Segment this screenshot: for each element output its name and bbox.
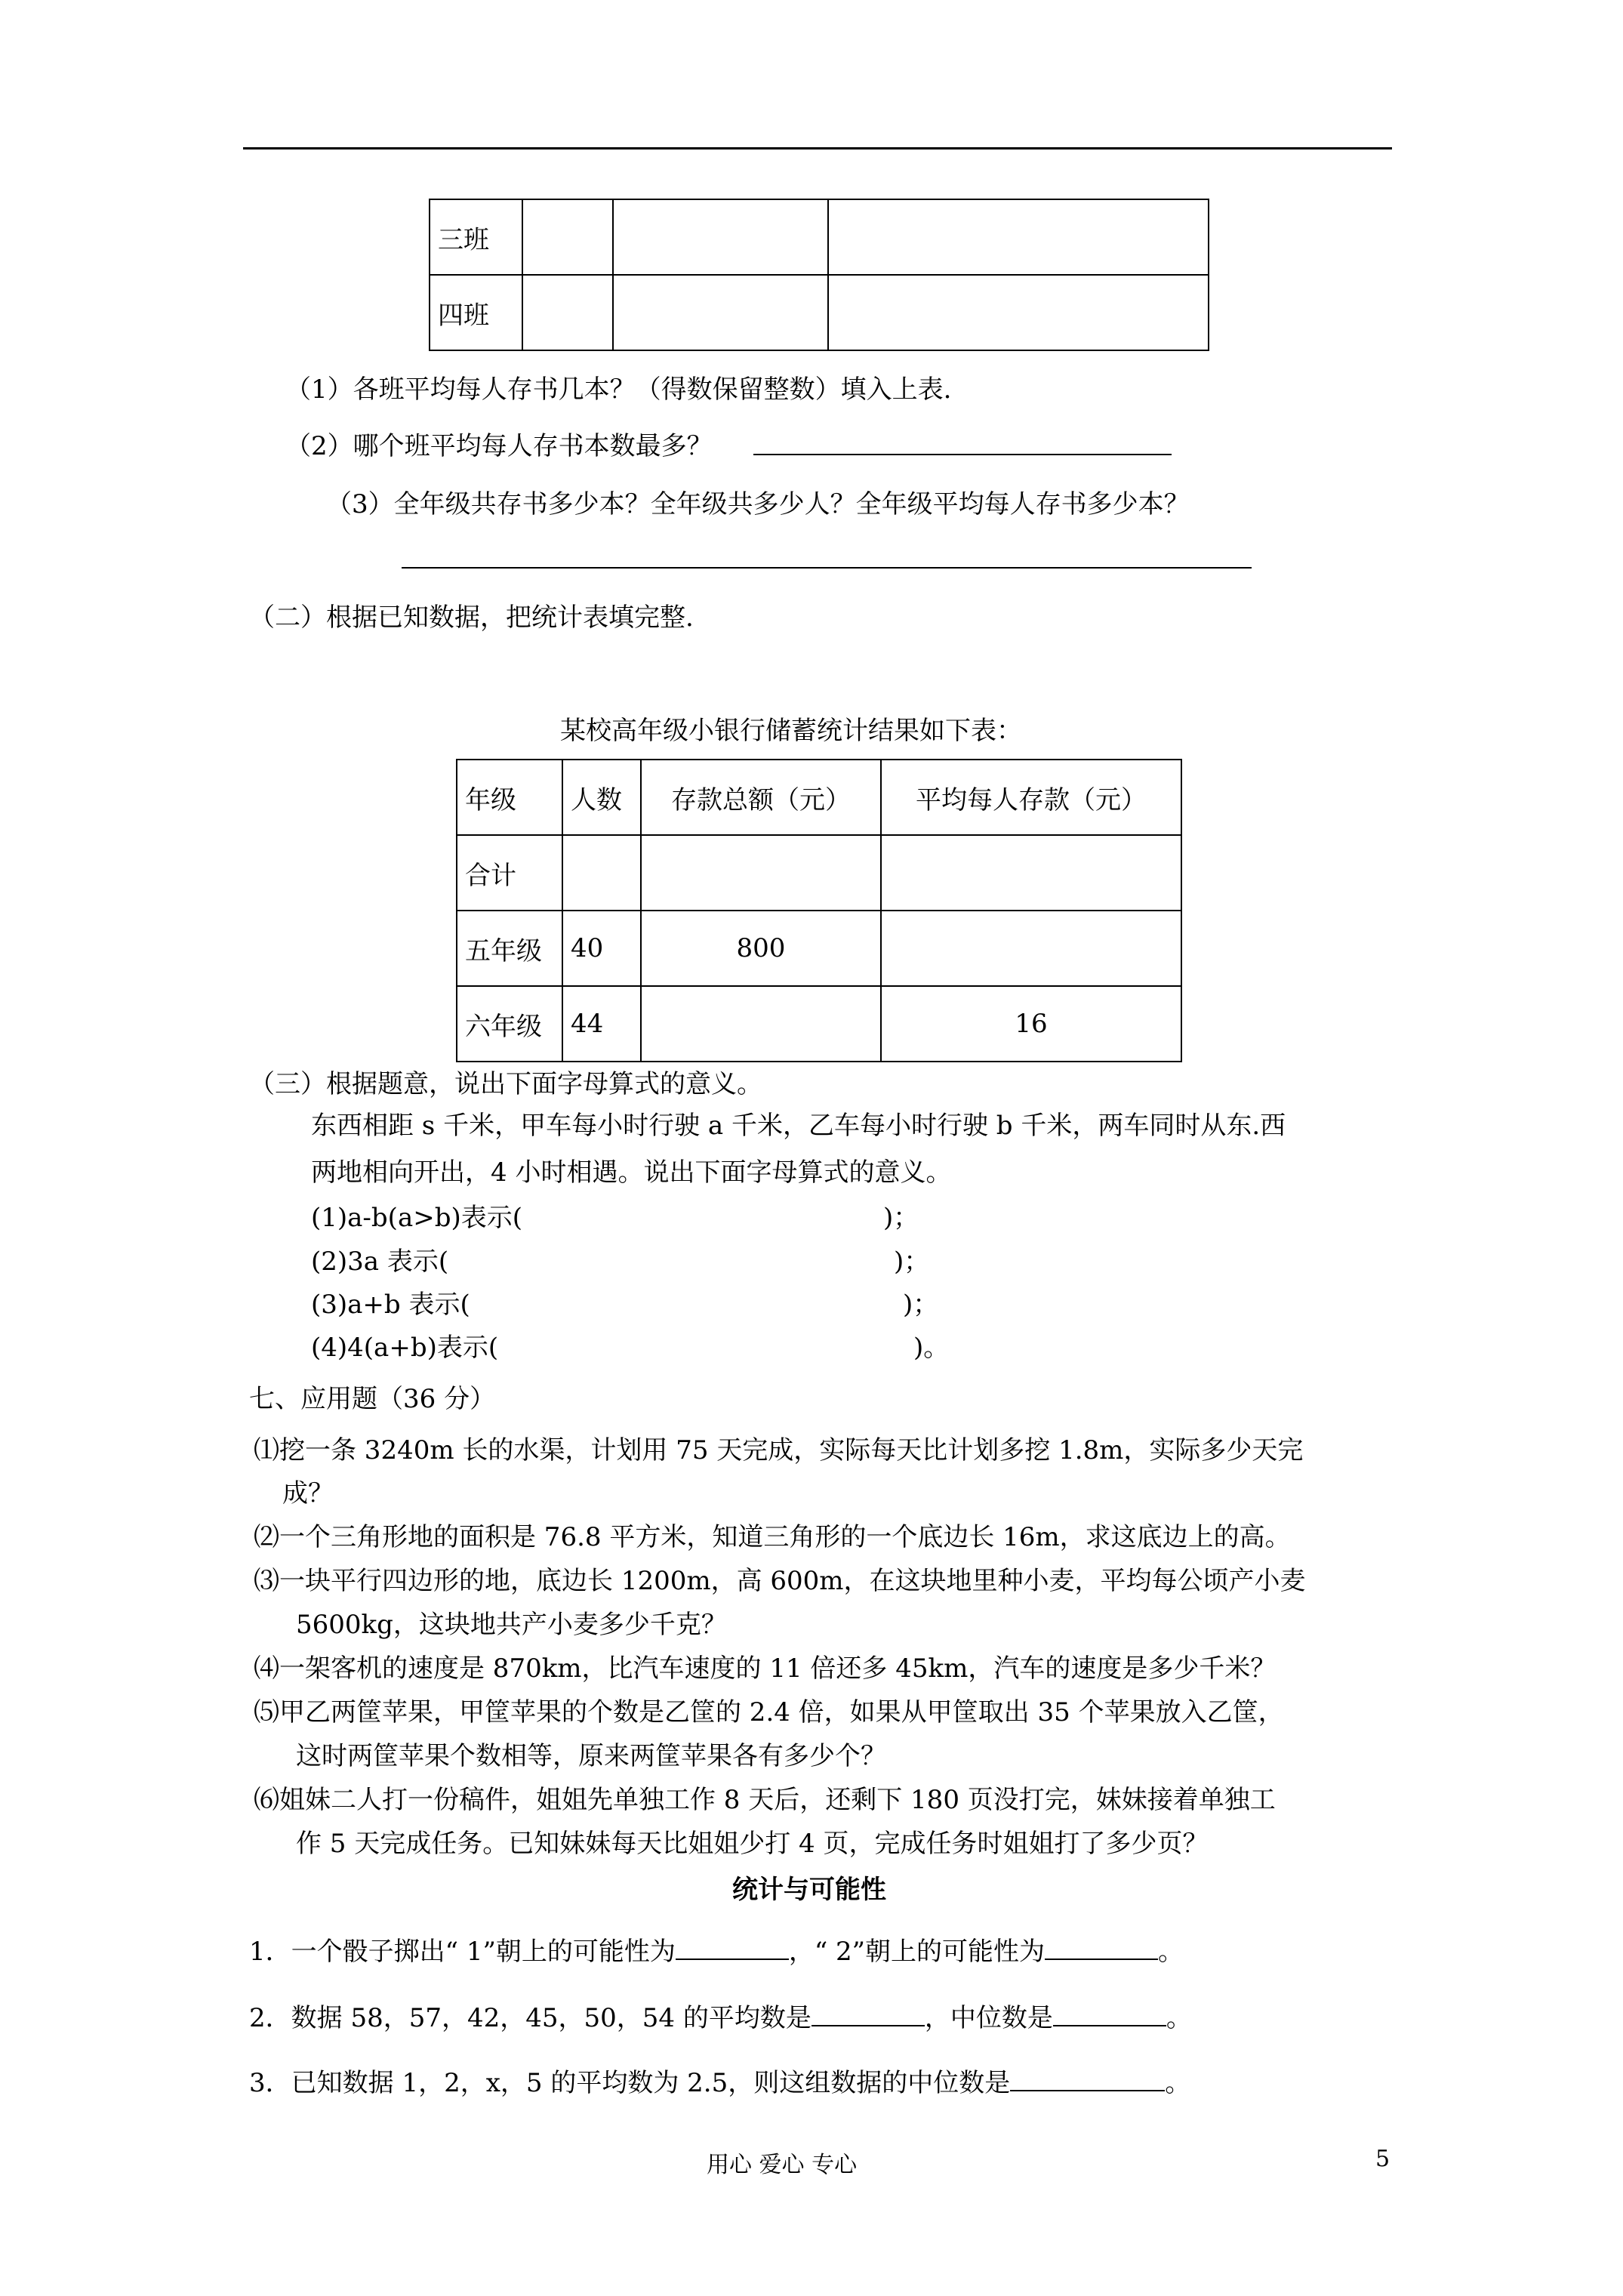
row-label: 合计: [457, 835, 562, 911]
question-text: 。: [1158, 1937, 1184, 1967]
problem-line: ⑸甲乙两筐苹果，甲筐苹果的个数是乙筐的 2.4 倍，如果从甲筐取出 35 个苹果放入乙筐，: [254, 1697, 1284, 1727]
stats-question-3: [249, 2062, 1190, 2099]
expression-item-end: )；: [883, 1203, 919, 1233]
header-cell: 平均每人存款（元）: [881, 760, 1181, 835]
question-1-3: （3）全年级共存书多少本？全年级共多少人？全年级平均每人存书多少本？: [326, 489, 1190, 519]
question-text: 1．一个骰子掷出“ 1”朝上的可能性为: [249, 1937, 676, 1967]
problem-line: 作 5 天完成任务。已知妹妹每天比姐姐少打 4 页，完成任务时姐姐打了多少页？: [296, 1829, 1209, 1859]
table-cell: 40: [562, 911, 641, 986]
expression-item: (4)4(a+b)表示(: [311, 1333, 499, 1363]
expression-item-end: )。: [913, 1333, 950, 1363]
table-row: [457, 911, 1181, 986]
table-cell: [613, 275, 828, 350]
table-cell: [641, 835, 881, 911]
problem-line: ⑴挖一条 3240m 长的水渠，计划用 75 天完成，实际每天比计划多挖 1.8m，实际多少天完: [254, 1435, 1304, 1465]
question-text: 。: [1166, 2003, 1192, 2033]
section-3-intro: 东西相距 s 千米，甲车每小时行驶 a 千米，乙车每小时行驶 b 千米，两车同时从东.西: [311, 1111, 1286, 1141]
stats-question-2: [249, 1997, 1192, 2034]
table-cell: 16: [881, 986, 1181, 1062]
table-cell: [613, 199, 828, 275]
expression-item-end: )；: [903, 1290, 939, 1320]
table-caption: 某校高年级小银行储蓄统计结果如下表：: [560, 716, 1022, 746]
section-7-heading: 七、应用题（36 分）: [249, 1384, 496, 1414]
section-3-intro: 两地相向开出，4 小时相遇。说出下面字母算式的意义。: [311, 1157, 952, 1188]
question-1-1: （1）各班平均每人存书几本？（得数保留整数）填入上表.: [285, 374, 952, 405]
table-cell: 44: [562, 986, 641, 1062]
page-number: 5: [1375, 2146, 1390, 2172]
answer-blank: [1053, 2002, 1166, 2026]
savings-table: [456, 759, 1182, 1062]
expression-item: (2)3a 表示(: [311, 1247, 449, 1277]
problem-line: ⑶一块平行四边形的地，底边长 1200m，高 600m，在这块地里种小麦，平均每公顷产小麦: [254, 1566, 1306, 1596]
table-cell: [881, 911, 1181, 986]
answer-blank: [1010, 2067, 1165, 2091]
table-cell: [641, 986, 881, 1062]
answer-blank: [676, 1936, 789, 1960]
stats-question-1: [249, 1931, 1184, 1968]
class-books-table: [429, 199, 1209, 351]
question-text: ，中位数是: [924, 2003, 1053, 2033]
problem-line: 这时两筐苹果个数相等，原来两筐苹果各有多少个？: [296, 1741, 886, 1771]
row-label: 五年级: [457, 911, 562, 986]
table-cell: [828, 199, 1209, 275]
table-cell: [562, 835, 641, 911]
expression-item-end: )；: [894, 1247, 930, 1277]
table-cell: [522, 275, 613, 350]
problem-line: ⑵一个三角形地的面积是 76.8 平方米，知道三角形的一个底边长 16m，求这底边上的高。: [254, 1522, 1291, 1552]
problem-line: ⑷一架客机的速度是 870km，比汽车速度的 11 倍还多 45km，汽车的速度是多少千米？: [254, 1653, 1277, 1684]
answer-blank: [812, 2002, 925, 2026]
question-text: 3．已知数据 1，2，x，5 的平均数为 2.5，则这组数据的中位数是: [249, 2068, 1011, 2098]
answer-blank: [1045, 1936, 1158, 1960]
table-row: [457, 760, 1181, 835]
table-cell: 800: [641, 911, 881, 986]
expression-item: (3)a+b 表示(: [311, 1290, 470, 1320]
problem-line: ⑹姐妹二人打一份稿件，姐姐先单独工作 8 天后，还剩下 180 页没打完，妹妹接着单独工: [254, 1785, 1276, 1815]
question-text: 。: [1165, 2068, 1191, 2098]
stats-title: 统计与可能性: [732, 1875, 886, 1905]
header-rule: [243, 147, 1392, 149]
footer-motto: 用心 爱心 专心: [707, 2152, 858, 2178]
header-cell: 年级: [457, 760, 562, 835]
answer-line: [402, 567, 1252, 569]
table-row: [430, 199, 1209, 275]
question-1-2: （2）哪个班平均每人存书本数最多？: [285, 431, 713, 461]
table-row: [457, 986, 1181, 1062]
table-cell: [522, 199, 613, 275]
header-cell: 人数: [562, 760, 641, 835]
section-2-heading: （二）根据已知数据，把统计表填完整.: [249, 603, 694, 633]
table-row: [430, 275, 1209, 350]
problem-line: 成？: [282, 1478, 334, 1509]
header-cell: 存款总额（元）: [641, 760, 881, 835]
expression-item: (1)a-b(a>b)表示(: [311, 1203, 523, 1233]
row-label: 三班: [430, 199, 522, 275]
answer-line: [753, 454, 1172, 455]
section-3-heading: （三）根据题意，说出下面字母算式的意义。: [249, 1069, 762, 1099]
table-cell: [881, 835, 1181, 911]
question-text: ，“ 2”朝上的可能性为: [788, 1937, 1046, 1967]
row-label: 六年级: [457, 986, 562, 1062]
problem-line: 5600kg，这块地共产小麦多少千克？: [296, 1610, 727, 1640]
table-cell: [828, 275, 1209, 350]
row-label: 四班: [430, 275, 522, 350]
table-row: [457, 835, 1181, 911]
question-text: 2．数据 58，57，42，45，50，54 的平均数是: [249, 2003, 812, 2033]
